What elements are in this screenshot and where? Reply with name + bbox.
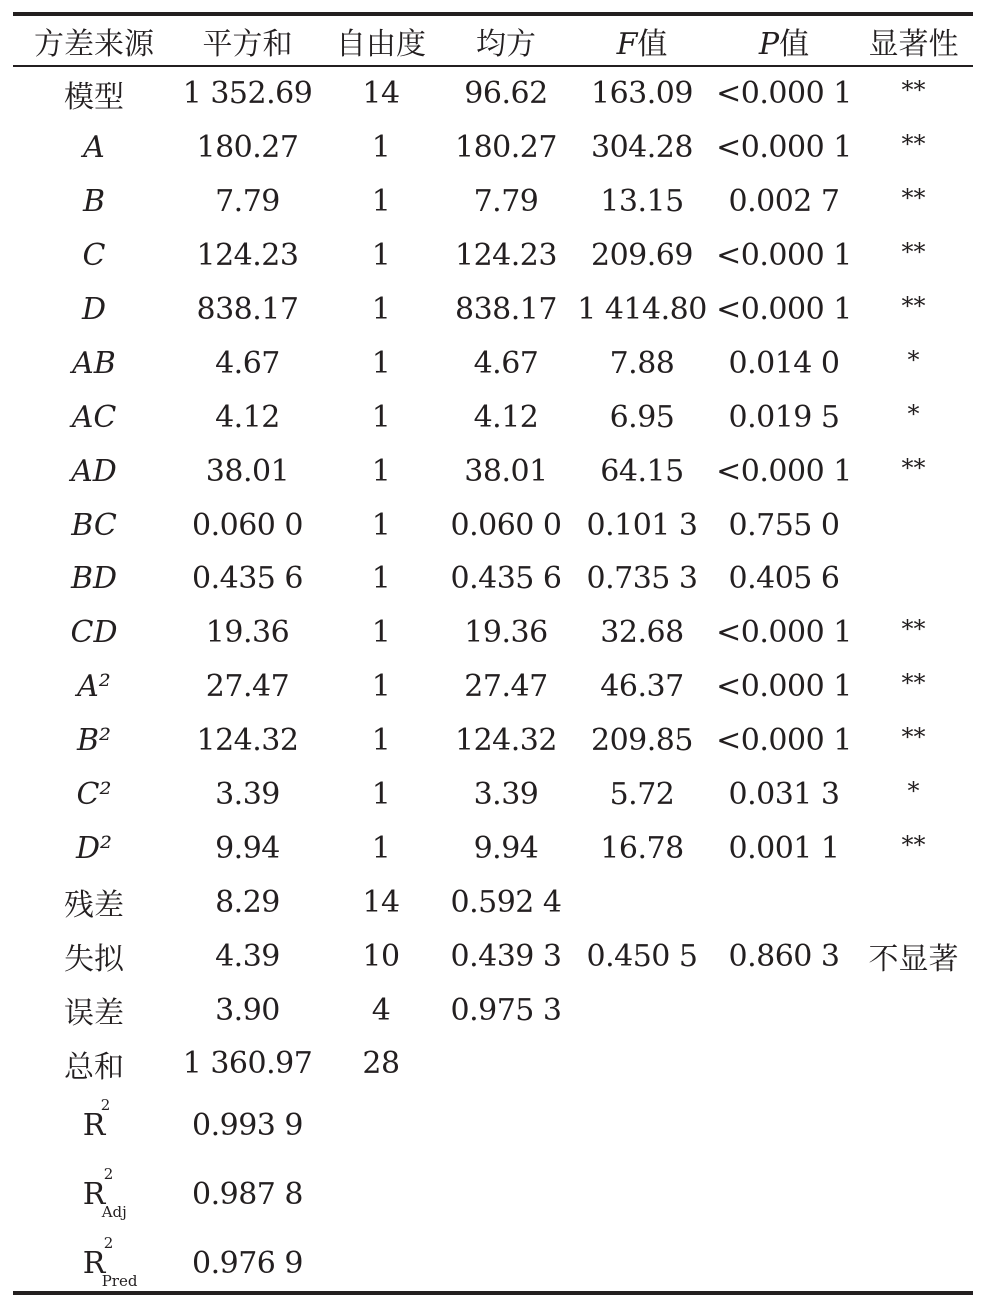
table-row <box>13 67 973 121</box>
row-f-value: 32.68 <box>600 615 684 651</box>
table-header-row <box>13 16 973 65</box>
row-significance <box>854 714 973 768</box>
table-row <box>13 498 973 552</box>
fit-stat-label-r2-pred <box>13 1229 175 1299</box>
fit-stat-value-r2: 0.993 9 <box>191 1107 303 1143</box>
header-f-symbol: F <box>616 26 638 62</box>
row-df: 1 <box>371 561 391 597</box>
row-significance <box>854 1037 973 1091</box>
row-sum-of-squares: 3.39 <box>215 777 280 813</box>
row-f-value: 6.95 <box>609 399 675 435</box>
row-mean-square: 27.47 <box>464 669 548 705</box>
row-p-value: 0.002 7 <box>728 184 840 220</box>
row-sum-of-squares: 4.67 <box>215 345 280 381</box>
row-p-value: <0.000 1 <box>716 669 852 705</box>
table-row <box>13 444 973 498</box>
row-f-value: 46.37 <box>600 669 684 705</box>
header-p-symbol: P <box>758 26 780 62</box>
row-source: 模型 <box>64 79 124 115</box>
significance-stars: ** <box>901 238 926 267</box>
row-source: B <box>82 184 106 220</box>
row-p-value: 0.001 1 <box>728 830 840 866</box>
row-p-value: <0.000 1 <box>716 615 852 651</box>
row-mean-square: 838.17 <box>455 292 557 327</box>
fit-stat-label-r2 <box>13 1091 175 1160</box>
row-f-value: 16.78 <box>600 830 684 866</box>
r2-pred-sub: Pred <box>101 1272 138 1291</box>
row-source: A <box>83 130 105 166</box>
row-significance <box>854 983 973 1037</box>
row-significance <box>854 768 973 822</box>
row-mean-square: 0.592 4 <box>450 884 562 920</box>
row-significance <box>854 175 973 229</box>
table-row <box>13 768 973 822</box>
fit-stat-row-r2 <box>13 1091 973 1160</box>
table-row <box>13 660 973 714</box>
r2-pred-base: R <box>82 1246 106 1282</box>
row-source: AB <box>72 345 116 381</box>
row-mean-square: 7.79 <box>473 184 539 220</box>
row-df: 1 <box>371 669 391 705</box>
row-p-value: 0.019 5 <box>728 399 840 435</box>
row-sum-of-squares: 8.29 <box>215 884 280 920</box>
row-source: 总和 <box>64 1049 124 1085</box>
row-f-value: 1 414.80 <box>577 292 707 327</box>
row-f-value: 0.735 3 <box>586 561 698 597</box>
significance-stars: ** <box>901 184 926 213</box>
row-f-value <box>570 1037 714 1091</box>
row-sum-of-squares: 38.01 <box>205 453 290 489</box>
row-p-value: <0.000 1 <box>716 292 852 327</box>
row-df: 1 <box>371 238 391 274</box>
row-df: 1 <box>371 723 391 759</box>
table-row <box>13 1037 973 1091</box>
table-row <box>13 983 973 1037</box>
row-df: 14 <box>362 884 400 920</box>
row-mean-square: 9.94 <box>473 830 539 866</box>
significance-stars: ** <box>901 292 926 320</box>
row-df: 1 <box>371 453 391 489</box>
row-significance <box>854 336 973 390</box>
row-f-value <box>570 875 714 929</box>
table-row <box>13 929 973 983</box>
header-degrees-of-freedom: 自由度 <box>336 26 426 62</box>
row-mean-square: 0.060 0 <box>450 507 562 543</box>
significance-stars: ** <box>901 830 926 859</box>
fit-stat-value-r2-adj: 0.987 8 <box>191 1176 303 1212</box>
row-sum-of-squares: 124.32 <box>196 723 299 759</box>
row-p-value <box>714 875 854 929</box>
significance-stars: ** <box>901 76 926 105</box>
header-p-value <box>714 16 854 65</box>
table-row <box>13 821 973 875</box>
header-f-value <box>570 16 714 65</box>
row-f-value: 7.88 <box>609 345 675 381</box>
row-significance <box>854 821 973 875</box>
row-source: A² <box>77 669 111 705</box>
row-source: AD <box>71 453 117 489</box>
row-df: 1 <box>371 345 391 381</box>
significance-stars: ** <box>901 669 926 698</box>
row-mean-square: 0.975 3 <box>450 992 562 1028</box>
significance-stars: * <box>907 399 920 428</box>
row-df: 1 <box>371 615 391 651</box>
row-f-value: 209.69 <box>591 238 693 274</box>
row-sum-of-squares: 180.27 <box>196 130 299 166</box>
row-p-value: 0.405 6 <box>728 561 840 597</box>
row-source: D <box>81 292 107 327</box>
row-f-value: 0.450 5 <box>586 938 698 974</box>
row-p-value: 0.014 0 <box>728 345 840 381</box>
row-p-value: <0.000 1 <box>716 453 852 489</box>
row-mean-square: 124.32 <box>455 723 557 759</box>
table-row <box>13 283 973 337</box>
row-df: 1 <box>371 292 391 327</box>
row-f-value: 209.85 <box>591 723 693 759</box>
row-significance <box>854 444 973 498</box>
row-p-value <box>714 1037 854 1091</box>
fit-stat-label-r2-adj <box>13 1160 175 1229</box>
row-df: 1 <box>371 184 391 220</box>
row-sum-of-squares: 0.435 6 <box>191 561 303 597</box>
row-source: 失拟 <box>64 942 124 978</box>
anova-table <box>13 16 973 1299</box>
header-significance: 显著性 <box>868 26 959 62</box>
row-source: CD <box>70 615 118 651</box>
row-sum-of-squares: 19.36 <box>205 615 290 651</box>
row-mean-square: 0.439 3 <box>450 938 562 974</box>
row-sum-of-squares: 0.060 0 <box>191 507 303 543</box>
row-significance <box>854 229 973 283</box>
row-significance <box>854 606 973 660</box>
row-source: 残差 <box>64 888 124 924</box>
row-significance <box>854 67 973 121</box>
row-sum-of-squares: 1 352.69 <box>182 76 313 112</box>
significance-stars: * <box>907 777 920 806</box>
row-source: AC <box>71 399 117 435</box>
row-f-value: 163.09 <box>591 76 693 112</box>
row-f-value: 304.28 <box>591 130 693 166</box>
table-row <box>13 714 973 768</box>
table-row <box>13 175 973 229</box>
table-body <box>13 67 973 1299</box>
row-f-value: 64.15 <box>600 453 684 489</box>
row-p-value: 0.031 3 <box>728 777 840 813</box>
fit-stat-row-r2-pred <box>13 1229 973 1299</box>
r2-adj-sub: Adj <box>101 1202 127 1221</box>
row-sum-of-squares: 838.17 <box>196 292 299 327</box>
header-p-suffix: 值 <box>779 26 810 62</box>
row-p-value: 0.755 0 <box>728 507 840 543</box>
row-f-value: 5.72 <box>609 777 675 813</box>
row-source: 误差 <box>64 996 124 1032</box>
row-significance: 不显著 <box>868 942 959 978</box>
row-significance <box>854 390 973 444</box>
row-mean-square <box>442 1037 570 1091</box>
row-significance <box>854 283 973 337</box>
row-sum-of-squares: 3.90 <box>215 992 280 1028</box>
row-source: D² <box>75 830 113 866</box>
row-f-value: 0.101 3 <box>586 507 698 543</box>
row-source: B² <box>76 723 112 759</box>
significance-stars: ** <box>901 615 926 644</box>
row-mean-square: 0.435 6 <box>450 561 562 597</box>
row-f-value: 13.15 <box>600 184 684 220</box>
row-p-value: <0.000 1 <box>716 130 852 166</box>
row-p-value: <0.000 1 <box>716 723 852 759</box>
row-p-value <box>714 983 854 1037</box>
header-f-suffix: 值 <box>637 26 668 62</box>
header-sum-of-squares: 平方和 <box>202 26 293 62</box>
row-mean-square: 124.23 <box>455 238 557 274</box>
row-sum-of-squares: 1 360.97 <box>182 1046 313 1082</box>
fit-stat-row-r2-adj <box>13 1160 973 1229</box>
row-p-value: <0.000 1 <box>716 76 852 112</box>
row-sum-of-squares: 124.23 <box>196 238 299 274</box>
table-row <box>13 336 973 390</box>
row-significance <box>854 660 973 714</box>
row-df: 10 <box>362 938 400 974</box>
row-sum-of-squares: 9.94 <box>215 830 280 866</box>
table-row <box>13 121 973 175</box>
row-mean-square: 38.01 <box>464 453 548 489</box>
significance-stars: ** <box>901 723 926 752</box>
row-df: 4 <box>371 992 391 1028</box>
significance-stars: ** <box>901 453 926 482</box>
row-df: 1 <box>371 830 391 866</box>
r2-pred-sup: 2 <box>103 1234 114 1253</box>
row-source: BD <box>70 561 118 597</box>
row-sum-of-squares: 7.79 <box>215 184 280 220</box>
row-significance <box>854 121 973 175</box>
row-p-value: 0.860 3 <box>728 938 840 974</box>
row-sum-of-squares: 4.12 <box>215 399 280 435</box>
row-df: 28 <box>362 1046 400 1082</box>
row-df: 1 <box>371 399 391 435</box>
row-mean-square: 4.12 <box>473 399 539 435</box>
fit-stat-value-r2-pred: 0.976 9 <box>191 1246 303 1282</box>
r2-adj-base: R <box>82 1176 106 1212</box>
row-df: 1 <box>371 777 391 813</box>
significance-stars: * <box>907 345 920 374</box>
row-sum-of-squares: 27.47 <box>205 669 290 705</box>
row-mean-square: 4.67 <box>473 345 539 381</box>
header-source: 方差来源 <box>34 26 154 62</box>
row-df: 14 <box>362 76 400 112</box>
header-mean-square: 均方 <box>476 26 536 62</box>
row-source: C <box>82 238 106 274</box>
significance-stars: ** <box>901 130 926 159</box>
row-significance <box>854 875 973 929</box>
row-source: C² <box>76 777 112 813</box>
row-mean-square: 19.36 <box>464 615 548 651</box>
table-row <box>13 552 973 606</box>
row-sum-of-squares: 4.39 <box>215 938 280 974</box>
row-f-value <box>570 983 714 1037</box>
row-df: 1 <box>371 130 391 166</box>
row-mean-square: 180.27 <box>455 130 557 166</box>
r2-base: R <box>82 1107 106 1143</box>
row-df: 1 <box>371 507 391 543</box>
row-source: BC <box>71 507 117 543</box>
row-p-value: <0.000 1 <box>716 238 852 274</box>
r2-sup: 2 <box>100 1095 111 1114</box>
table-row <box>13 229 973 283</box>
table-row <box>13 606 973 660</box>
r2-adj-sup: 2 <box>103 1164 114 1183</box>
row-mean-square: 96.62 <box>464 76 548 112</box>
table-row <box>13 875 973 929</box>
table-row <box>13 390 973 444</box>
row-significance <box>854 552 973 606</box>
row-mean-square: 3.39 <box>473 777 539 813</box>
row-significance <box>854 498 973 552</box>
